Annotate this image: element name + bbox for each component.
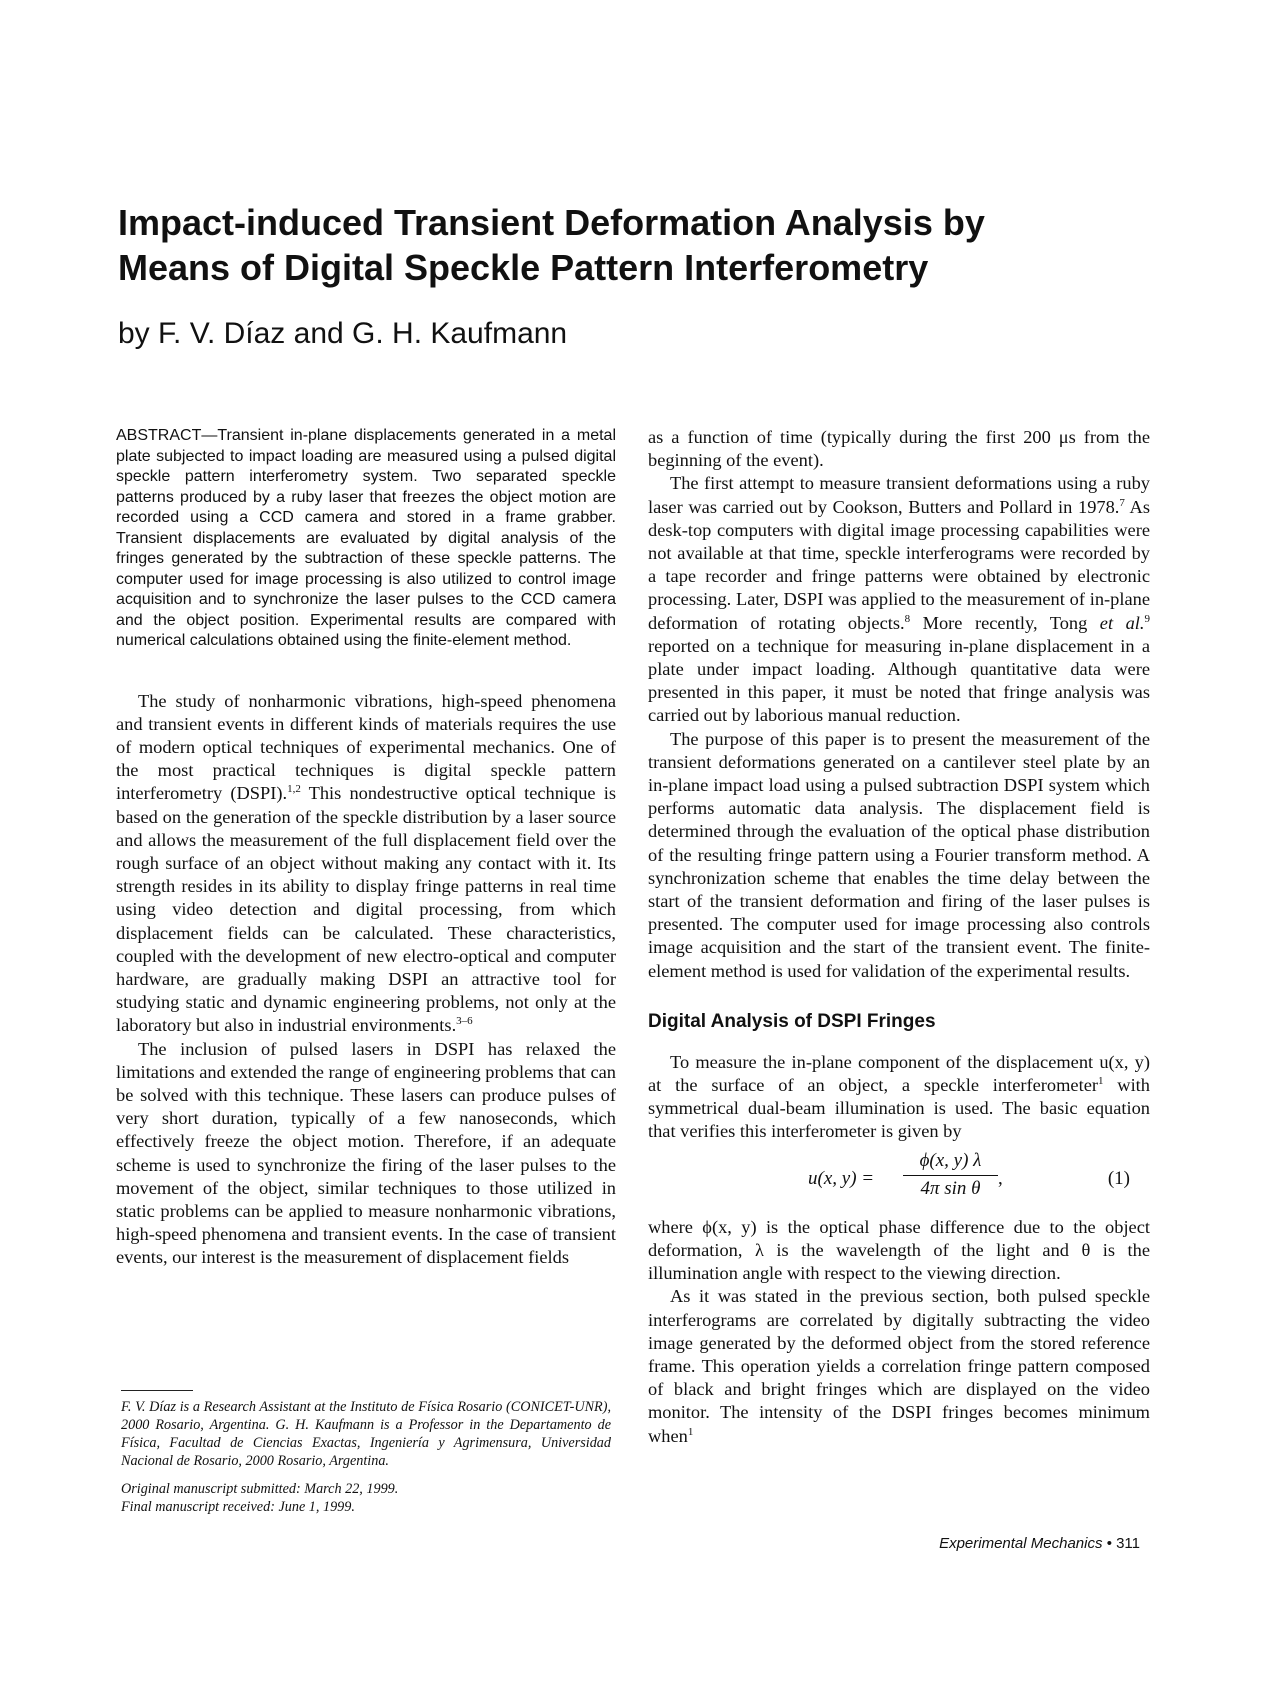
equation-numerator: ϕ(x, y) λ bbox=[903, 1150, 998, 1176]
footnotes bbox=[121, 1398, 611, 1526]
right-body-text bbox=[648, 426, 1150, 1448]
right-column bbox=[648, 426, 1150, 1448]
paragraph-intro-part-b: This nondestructive optical technique is based on the generation of the speckle distribution by a laser source and allows the measurement of the full displacement field over the rough surface of an object without making any contact with it. Its strength resides in its ability to display fringe patterns in real time using video detection and digital processing, from which displacement fields can be calculated. These characteristics, coupled with the development of new electro-optical and computer hardware, are gradually making DSPI an attractive tool for studying static and dynamic engineering problems, not only at the laboratory but also in industrial environments. bbox=[116, 783, 616, 1036]
equation-comma: , bbox=[998, 1167, 1003, 1189]
paragraph-history-part-b: As desk-top computers with digital image processing capabilities were not available at that time, speckle interferograms were recorded by a tape recorder and fringe patterns were obtained by electronic processing. Later, DSPI was applied to the measurement of in-plane deformation of rotating objects. bbox=[648, 496, 1150, 633]
paragraph-correlation bbox=[648, 1285, 1150, 1447]
author-line: by F. V. Díaz and G. H. Kaufmann bbox=[118, 317, 568, 350]
article-title bbox=[118, 200, 1118, 290]
paragraph-method-part-b: with symmetrical dual-beam illumination is used. The basic equation that verifies this interferometer is given by bbox=[648, 1075, 1150, 1142]
equation-lhs: u(x, y) = bbox=[808, 1167, 875, 1189]
citation-ref: 1,2 bbox=[287, 783, 301, 796]
abstract: ABSTRACT—Transient in-plane displacements generated in a metal plate subjected to impact loading are measured using a pulsed digital speckle pattern interferometry system. Two separated speckle patterns produced by a ruby laser that freezes the object motion are recorded using a CCD camera and stored in a frame grabber. Transient displacements are evaluated by digital analysis of the fringes generated by the subtraction of these speckle patterns. The computer used for image processing is also utilized to control image acquisition and to synchronize the laser pulses to the CCD camera and the object position. Experimental results are compared with numerical calculations obtained using the finite-element method. bbox=[116, 427, 616, 649]
section-heading: Digital Analysis of DSPI Fringes bbox=[648, 1010, 936, 1032]
left-column bbox=[116, 426, 616, 1270]
citation-ref: 9 bbox=[1144, 612, 1150, 625]
equation-number: (1) bbox=[1107, 1167, 1130, 1189]
paragraph-history-part-a: The first attempt to measure transient deformations using a ruby laser was carried out by Cookson, Butters and Pollard in 1978. bbox=[648, 473, 1150, 517]
journal-name: Experimental Mechanics bbox=[939, 1535, 1103, 1552]
paragraph-method bbox=[648, 1051, 1150, 1144]
paragraph-history-part-d: reported on a technique for measuring in-plane displacement in a plate under impact loading. Although quantitative data were presented in this paper, it must be noted that fringe analysis was carried out by laborious manual reduction. bbox=[648, 635, 1150, 726]
equation-fraction bbox=[903, 1150, 998, 1200]
paragraph-continuation: as a function of time (typically during the first 200 μs from the beginning of the event). bbox=[648, 427, 1150, 471]
footnote-received: Final manuscript received: June 1, 1999. bbox=[121, 1499, 355, 1515]
footer-bullet: • bbox=[1106, 1535, 1112, 1552]
paragraph-intro bbox=[116, 690, 616, 1038]
footnote-author-affiliations: F. V. Díaz is a Research Assistant at the Instituto de Física Rosario (CONICET-UNR), 2000 Rosario, Argentina. G. H. Kaufmann is a Professor in the Departamento de Física, Facultad de Ciencias Exactas, Ingeniería y Agrimensura, Universidad Nacional de Rosario, 2000 Rosario, Argentina. bbox=[121, 1399, 611, 1469]
footnote-divider bbox=[121, 1390, 193, 1391]
footnote-manuscript-dates bbox=[121, 1480, 611, 1516]
paragraph-correlation-text: As it was stated in the previous section, both pulsed speckle interferograms are correlated by digitally subtracting the video image generated by the deformed object from the stored reference frame. This operation yields a correlation fringe pattern composed of black and bright fringes which are displayed on the video monitor. The intensity of the DSPI fringes becomes minimum when bbox=[648, 1286, 1150, 1446]
footnote-submitted: Original manuscript submitted: March 22, 1999. bbox=[121, 1481, 399, 1497]
paragraph-history bbox=[648, 472, 1150, 727]
citation-ref: 3–6 bbox=[456, 1015, 473, 1028]
title-line-1: Impact-induced Transient Deformation Analysis by bbox=[118, 202, 985, 243]
left-body-text bbox=[116, 690, 616, 1270]
paragraph-where: where ϕ(x, y) is the optical phase difference due to the object deformation, λ is the wavelength of the light and θ is the illumination angle with respect to the viewing direction. bbox=[648, 1216, 1150, 1284]
paragraph-purpose: The purpose of this paper is to present the measurement of the transient deformations generated on a cantilever steel plate by an in-plane impact load using a pulsed subtraction DSPI system which performs automatic data analysis. The displacement field is determined through the evaluation of the optical phase distribution of the resulting fringe pattern using a Fourier transform method. A synchronization scheme that enables the time delay between the start of the transient deformation and firing of the laser pulses is presented. The computer used for image processing also controls image acquisition and the start of the transient event. The finite-element method is used for validation of the experimental results. bbox=[648, 728, 1150, 981]
page-number: 311 bbox=[1116, 1535, 1140, 1552]
equation-1 bbox=[648, 1150, 1150, 1208]
paragraph-intro-part-a: The study of nonharmonic vibrations, high-speed phenomena and transient events in different kinds of materials requires the use of modern optical techniques of experimental mechanics. One of the most practical techniques is digital speckle pattern interferometry (DSPI). bbox=[116, 690, 616, 804]
citation-ref: 1 bbox=[687, 1425, 694, 1438]
citation-ref: 7 bbox=[1119, 496, 1125, 509]
paragraph-method-part-a: To measure the in-plane component of the displacement u(x, y) at the surface of an object, a speckle interferometer bbox=[648, 1051, 1150, 1096]
citation-ref: 8 bbox=[904, 612, 911, 625]
paragraph-pulsed-lasers: The inclusion of pulsed lasers in DSPI has relaxed the limitations and extended the range of engineering problems that can be solved with this technique. These lasers can produce pulses of very short duration, typically of a few nanoseconds, which effectively freeze the object motion. Therefore, if an adequate scheme is used to synchronize the firing of the laser pulses to the movement of the object, similar techniques to those utilized in static problems can be applied to measure nonharmonic vibrations, high-speed phenomena and transient events. In the case of transient events, our interest is the measurement of displacement fields bbox=[116, 1038, 616, 1268]
et-al: et al. bbox=[1099, 612, 1145, 633]
citation-ref: 1 bbox=[1097, 1075, 1104, 1088]
equation-denominator: 4π sin θ bbox=[920, 1177, 981, 1199]
title-line-2: Means of Digital Speckle Pattern Interferometry bbox=[118, 247, 929, 288]
page-footer bbox=[900, 1535, 1140, 1552]
paragraph-history-part-c: More recently, Tong bbox=[910, 612, 1100, 633]
